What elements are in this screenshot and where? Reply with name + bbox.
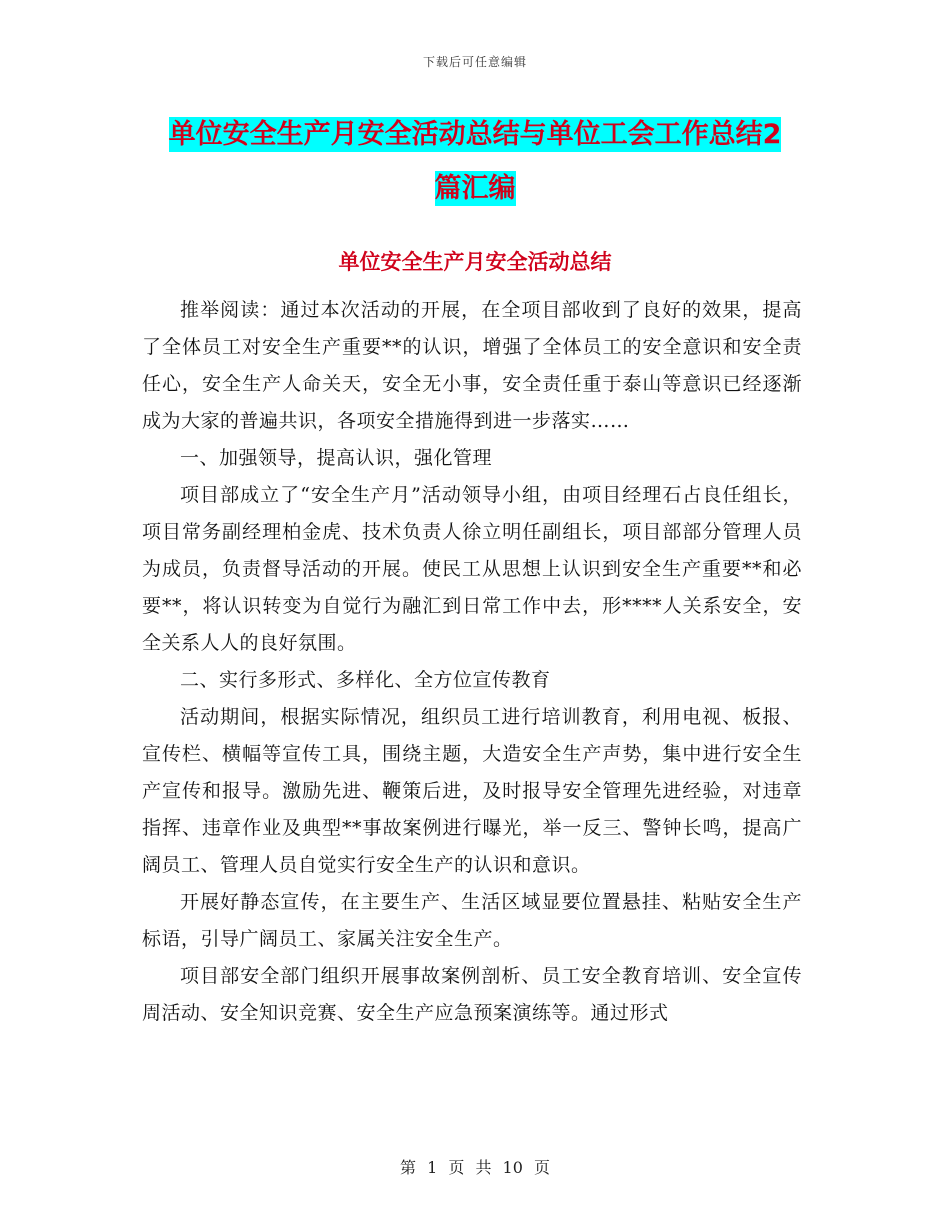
document-body (142, 292, 802, 1032)
paragraph-heading-2: 二、实行多形式、多样化、全方位宣传教育 (180, 669, 551, 691)
paragraph-training: 活动期间，根据实际情况，组织员工进行培训教育，利用电视、板报、宣传栏、横幅等宣传工具，围绕主题，大造安全生产声势，集中进行安全生产宣传和报导。激励先进、鞭策后进，及时报导安全管理先进经验，对违章指挥、违章作业及典型**事故案例进行曝光，举一反三、警钟长鸣，提高广阔员工、管理人员自觉实行安全生产的认识和意识。 (142, 706, 802, 876)
document-title-line-1: 单位安全生产月安全活动总结与单位工会工作总结2 (168, 119, 782, 150)
page-header-note: 下载后可任意编辑 (422, 55, 527, 69)
document-title-line-2: 篇汇编 (434, 173, 516, 204)
paragraph-leadership: 项目部成立了“安全生产月”活动领导小组，由项目经理石占良任组长，项目常务副经理柏金虎、技术负责人徐立明任副组长，项目部部分管理人员为成员，负责督导活动的开展。使民工从思想上认识到安全生产重要**和必要**，将认识转变为自觉行为融汇到日常工作中去，形****人关系安全，安全关系人人的良好氛围。 (142, 484, 802, 654)
page-number: 第 1 页 共 10 页 (400, 1158, 550, 1177)
section-title: 单位安全生产月安全活动总结 (338, 250, 612, 274)
paragraph-intro: 推举阅读：通过本次活动的开展，在全项目部收到了良好的效果，提高了全体员工对安全生产重要**的认识，增强了全体员工的安全意识和安全责任心，安全生产人命关天，安全无小事，安全责任重于泰山等意识已经逐渐成为大家的普遍共识，各项安全措施得到进一步落实…… (142, 299, 802, 432)
paragraph-safety-department: 项目部安全部门组织开展事故案例剖析、员工安全教育培训、安全宣传周活动、安全知识竞赛、安全生产应急预案演练等。通过形式 (142, 965, 802, 1024)
paragraph-static-promotion: 开展好静态宣传，在主要生产、生活区域显要位置悬挂、粘贴安全生产标语，引导广阔员工、家属关注安全生产。 (142, 891, 802, 950)
paragraph-heading-1: 一、加强领导，提高认识，强化管理 (180, 447, 493, 469)
document-title (140, 108, 810, 216)
